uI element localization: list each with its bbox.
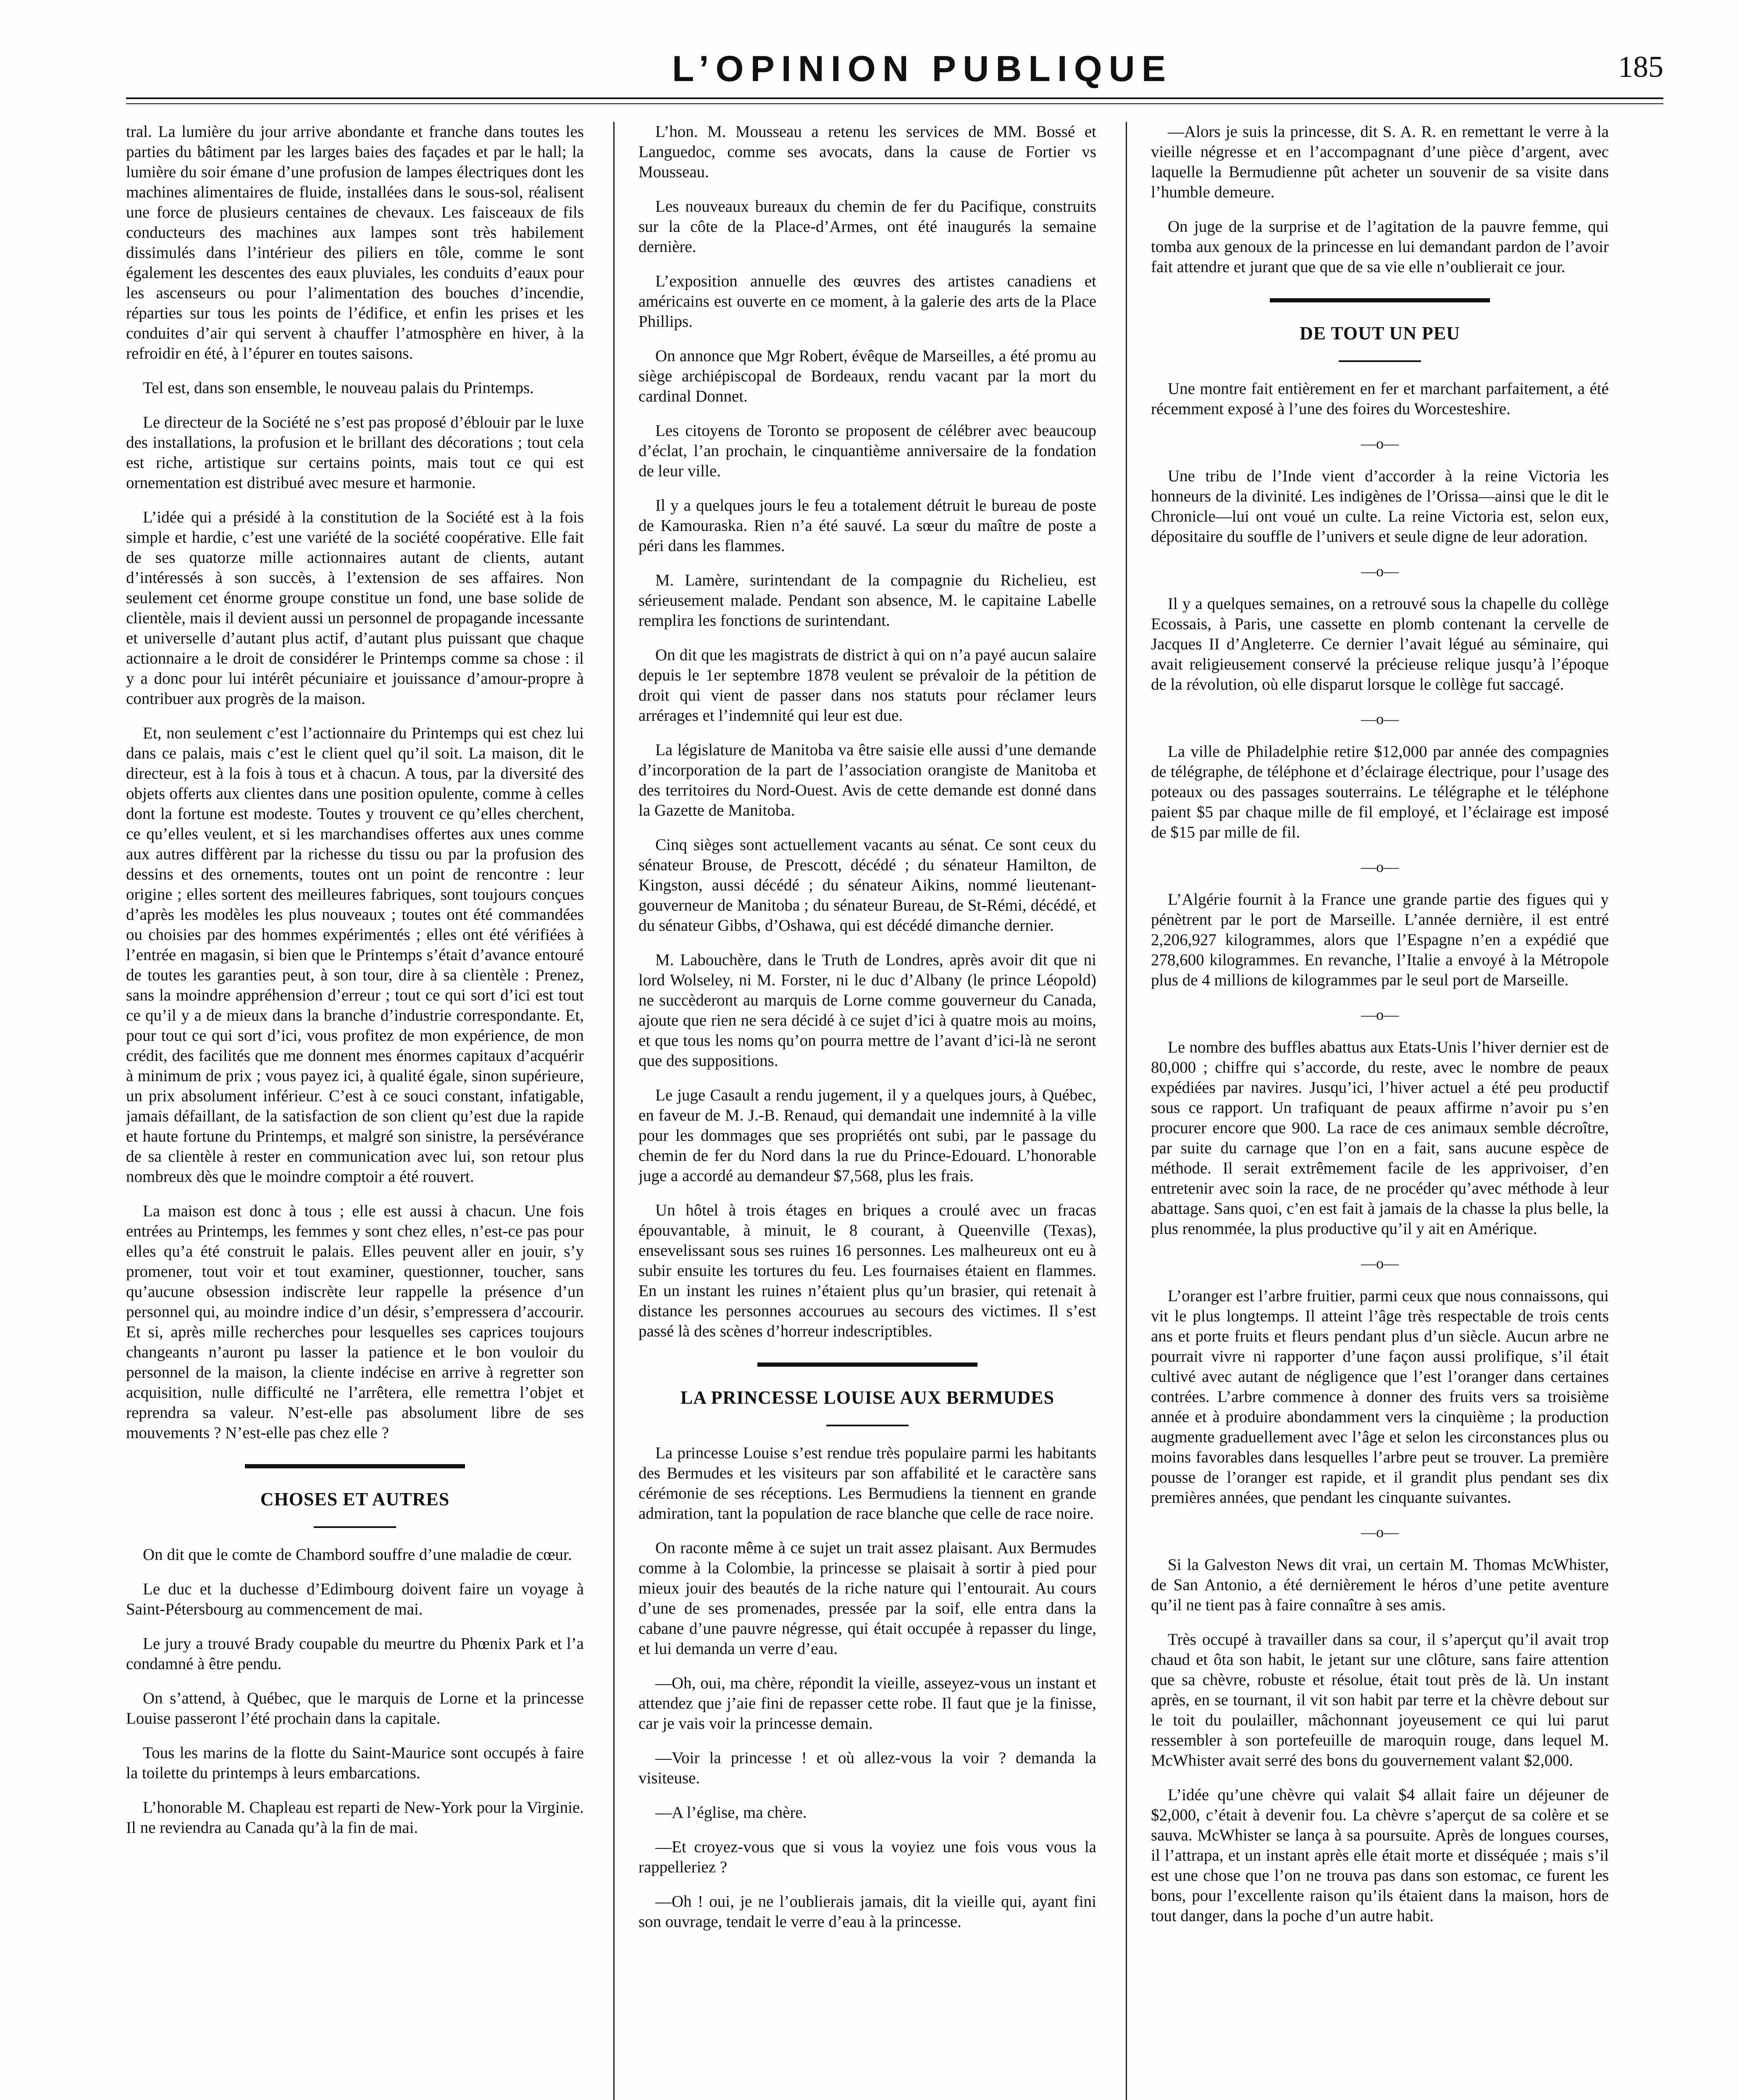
news-item: L’exposition annuelle des œuvres des artistes canadiens et américains est ouverte en ce moment, à la galerie des arts de la Place Phillips. <box>638 272 1096 331</box>
heading-underline <box>1339 360 1421 362</box>
item-separator: —o— <box>1361 858 1399 875</box>
article-paragraph: Tel est, dans son ensemble, le nouveau palais du Printemps. <box>143 379 534 397</box>
news-item: On dit que le comte de Chambord souffre d’une maladie de cœur. <box>143 1546 572 1564</box>
item-separator: —o— <box>1361 1006 1399 1023</box>
news-item: Très occupé à travailler dans sa cour, il s’aperçut qu’il avait trop chaud et ôta son habit, le jetant sur une clôture, sans faire attention que sa chèvre, robuste et résolue, était tout près de là. Un instant après, en se tournant, il vit son habit par terre et la chèvre debout sur le toit du poulailler, mâchonnant joyeusement ce qui lui parut ressembler à son portefeuille de maroquin rouge, dans lequel M. McWhister avait serré des bons du gouvernement valant $2,000. <box>1151 1630 1609 1769</box>
article-paragraph: —Oh ! oui, je ne l’oublierais jamais, dit la vieille qui, ayant fini son ouvrage, tendait le verre d’eau à la princesse. <box>638 1893 1096 1931</box>
news-item: On annonce que Mgr Robert, évêque de Marseilles, a été promu au siège archiépiscopal de Bordeaux, rendu vacant par la mort du cardinal Donnet. <box>638 347 1096 405</box>
item-separator: —o— <box>1361 563 1399 580</box>
column-3 <box>1151 122 1609 2100</box>
news-item: L’honorable M. Chapleau est reparti de New-York pour la Virginie. Il ne reviendra au Canada qu’à la fin de mai. <box>126 1798 584 1837</box>
masthead-rule-top <box>126 97 1663 99</box>
section-heading: DE TOUT UN PEU <box>1300 323 1460 344</box>
article-paragraph: —Alors je suis la princesse, dit S. A. R. en remettant le verre à la vieille négresse et en l’accompagnant d’une pièce d’argent, avec laquelle la Bermudienne pût acheter un souvenir de sa visite dans l’humble demeure. <box>1151 123 1609 201</box>
item-separator: —o— <box>1361 1255 1399 1272</box>
news-item: Tous les marins de la flotte du Saint-Maurice sont occupés à faire la toilette du printemps à leurs embarcations. <box>126 1744 584 1782</box>
article-paragraph: Et, non seulement c’est l’actionnaire du Printemps qui est chez lui dans ce palais, mais c’est le client quel qu’il soit. La maison, dit le directeur, est à la fois à tous et à chacun. A tous, par la diversité des objets offerts aux clientes dans une position opulente, comme à celles dont la fortune est modeste. Toutes y trouvent ce qu’elles cherchent, ce qu’elles veulent, et si les marchandises offertes aux unes comme aux autres diffèrent par la richesse du tissu ou par la profusion des dessins et des ornements, toutes ont un point de rencontre : leur origine ; elles sortent des meilleures fabriques, sont toujours conçues d’après les modèles les plus nouveaux ; toutes ont été commandées ou choisies par des hommes expérimentés ; elles ont été vérifiées à l’entrée en magasin, si bien que le Printemps s’était d’avance entouré de toutes les garanties peut, à son tour, dire à sa clientèle : Prenez, sans la moindre appréhension d’erreur ; tout ce qui sort d’ici est tout ce qu’il y a de mieux dans la branche d’industrie correspondante. Et, pour tout ce qui sort d’ici, vous profitez de mon expérience, de mon crédit, des facilités que me donnent mes énormes capitaux d’acquérir à minimum de prix ; vous payez ici, à qualité égale, sinon supérieure, un prix absolument inférieur. C’est à ce souci constant, infatigable, jamais défaillant, de la satisfaction de son client qu’est due la rapide et haute fortune du Printemps, et malgré son sinistre, la persévérance de sa clientèle à rester en communication avec lui, son retour plus nombreux dès que le moindre comptoir a été rouvert. <box>126 724 584 1186</box>
news-item: Une montre fait entièrement en fer et marchant parfaitement, a été récemment exposé à l’une des foires du Worcesteshire. <box>1151 380 1609 418</box>
news-item: Le duc et la duchesse d’Edimbourg doivent faire un voyage à Saint-Pétersbourg au commencement de mai. <box>126 1580 584 1618</box>
column-1 <box>126 122 584 2100</box>
news-item: Le jury a trouvé Brady coupable du meurtre du Phœnix Park et l’a condamné à être pendu. <box>126 1635 584 1673</box>
article-paragraph: L’idée qui a présidé à la constitution de la Société est à la fois simple et hardie, c’est une variété de la société coopérative. Elle fait de ses quatorze mille actionnaires autant de clients, autant d’intéressés à son succès, à l’extension de ses affaires. Non seulement cet énorme groupe constitue un fond, une base solide de clientèle, mais il devient aussi un personnel de propagande incessante et universelle d’autant plus actif, d’autant plus puissant que chaque actionnaire a le droit de considérer le Printemps comme sa chose : il y a donc pour lui intérêt pécuniaire et jouissance d’amour-propre à contribuer aux progrès de la maison. <box>126 508 584 708</box>
news-item: L’hon. M. Mousseau a retenu les services de MM. Bossé et Languedoc, comme ses avocats, dans la cause de Fortier vs Mousseau. <box>638 123 1096 181</box>
newspaper-title: L’OPINION PUBLIQUE <box>672 49 1173 89</box>
news-item: M. Labouchère, dans le Truth de Londres, après avoir dit que ni lord Wolseley, ni M. Forster, ni le duc d’Albany (le prince Léopold) ne succèderont au marquis de Lorne comme gouverneur du Canada, ajoute que rien ne sera décidé à ce sujet d’ici à quatre mois au moins, et que tous les noms qu’on pourra mettre de l’avant d’ici-là ne seront que des suppositions. <box>638 951 1096 1070</box>
masthead-rule-bottom <box>126 103 1663 104</box>
news-item: L’idée qu’une chèvre qui valait $4 allait faire un déjeuner de $2,000, c’était à devenir fou. La chèvre s’aperçut de sa colère et se sauva. McWhister se lança à sa poursuite. Après de longues courses, il l’attrapa, et un instant après elle était morte et disséquée ; mais s’il est une chose que l’on ne trouva pas dans son estomac, ce furent les bons, pour l’excellente raison qu’ils étaient dans la maison, hors de tout danger, dans la poche d’un autre habit. <box>1151 1786 1609 1925</box>
news-item: Il y a quelques semaines, on a retrouvé sous la chapelle du collège Ecossais, à Paris, une cassette en plomb contenant la cervelle de Jacques II d’Angleterre. Ce dernier l’avait légué au séminaire, qui avait religieusement conservé la précieuse relique jusqu’à l’époque de la révolution, où elle disparut lorsque le collège fut saccagé. <box>1151 595 1609 693</box>
news-item: L’Algérie fournit à la France une grande partie des figues qui y pénètrent par le port de Marseille. L’année dernière, il est entré 2,206,927 kilogrammes, alors que l’Espagne n’en a expédié que 278,600 kilogrammes. En revanche, l’Italie a envoyé à la Métropole plus de 4 millions de kilogrammes par le seul port de Marseille. <box>1151 890 1609 989</box>
column-2 <box>638 122 1096 2100</box>
article-paragraph: —Voir la princesse ! et où allez-vous la voir ? demanda la visiteuse. <box>638 1749 1096 1787</box>
news-item: Une tribu de l’Inde vient d’accorder à la reine Victoria les honneurs de la divinité. Les indigènes de l’Orissa—ainsi que le dit le Chronicle—lui ont voué un culte. La reine Victoria est, selon eux, dépositaire du souffle de l’univers et seule digne de leur adoration. <box>1151 467 1609 546</box>
article-paragraph: —Oh, oui, ma chère, répondit la vieille, asseyez-vous un instant et attendez que j’aie fini de repasser cette robe. Il faut que je la finisse, car je vais voir la princesse demain. <box>638 1674 1096 1732</box>
article-paragraph: On raconte même à ce sujet un trait assez plaisant. Aux Bermudes comme à la Colombie, la princesse se plaisait à sortir à pied pour mieux jouir des beautés de la riche nature qui l’entourait. Au cours d’une de ses promenades, pressée par la soif, elle entra dans la cabane d’une pauvre négresse, qui était occupée à repasser du linge, et lui demanda un verre d’eau. <box>638 1539 1096 1658</box>
news-item: Le juge Casault a rendu jugement, il y a quelques jours, à Québec, en faveur de M. J.-B. Renaud, qui demandait une indemnité à la ville pour les dommages que ses propriétés ont subi, par le passage du chemin de fer du Nord dans la rue du Prince-Edouard. L’honorable juge a accordé au demandeur $7,568, plus les frais. <box>638 1086 1096 1185</box>
news-item: Il y a quelques jours le feu a totalement détruit le bureau de poste de Kamouraska. Rien n’a été sauvé. La sœur du maître de poste a péri dans les flammes. <box>638 496 1096 555</box>
article-paragraph: On juge de la surprise et de l’agitation de la pauvre femme, qui tomba aux genoux de la princesse en lui demandant pardon de l’avoir fait attendre et jurant que que de sa vie elle n’oublierait ce jour. <box>1151 218 1609 276</box>
news-item: L’oranger est l’arbre fruitier, parmi ceux que nous connaissons, qui vit le plus longtemps. Il atteint l’âge très respectable de trois cents ans et porte fruits et fleurs pendant plus d’un siècle. Aucun arbre ne pourrait vivre ni rapporter d’une façon aussi prolifique, s’il était cultivé avec autant de négligence que l’est l’oranger dans certaines contrées. L’arbre commence à donner des fruits vers sa troisième année et à produire abondamment vers la cinquième ; la production augmente graduellement avec l’âge et selon les circonstances plus ou moins favorables dans lesquelles l’arbre peut se trouver. La première pousse de l’oranger est rapide, et il grandit plus pendant ses dix premières années, que pendant les cinquante suivantes. <box>1151 1287 1609 1507</box>
news-item: Les citoyens de Toronto se proposent de célébrer avec beaucoup d’éclat, l’an prochain, le cinquantième anniversaire de la fondation de leur ville. <box>638 422 1096 480</box>
news-item: Cinq sièges sont actuellement vacants au sénat. Ce sont ceux du sénateur Brouse, de Prescott, décédé ; du sénateur Hamilton, de Kingston, aussi décédé ; du sénateur Aikins, nommé lieutenant-gouverneur de Manitoba ; du sénateur Bureau, de St-Rémi, décédé, et du sénateur Gibbs, d’Oshawa, qui est décédé dimanche dernier. <box>638 836 1096 934</box>
masthead <box>126 46 1663 97</box>
article-paragraph: tral. La lumière du jour arrive abondante et franche dans toutes les parties du bâtiment par les larges baies des façades et par le hall; la lumière du soir émane d’une profusion de lampes électriques dont les machines alimentaires de fluide, installées dans le sous-sol, réalisent une force de plusieurs centaines de chevaux. Les faisceaux de fils conducteurs des machines aux lampes sont très habilement dissimulés dans l’intérieur des piliers en tôle, comme le sont également les descentes des eaux pluviales, les conduits d’eaux pour les ascenseurs ou pour l’alimentation des bouches d’incendie, réparties sur tous les points de l’édifice, et enfin les prises et les conduites d’air qui servent à chauffer l’atmosphère en hiver, à la refroidir en été, à l’épurer en toutes saisons. <box>126 123 584 362</box>
item-separator: —o— <box>1361 435 1399 452</box>
section-heading: CHOSES ET AUTRES <box>260 1489 450 1509</box>
column-divider <box>613 122 615 2100</box>
section-divider <box>757 1362 977 1367</box>
news-item: Les nouveaux bureaux du chemin de fer du Pacifique, construits sur la côte de la Place-d’Armes, ont été inaugurés la semaine dernière. <box>638 197 1096 256</box>
article-paragraph: La maison est donc à tous ; elle est aussi à chacun. Une fois entrées au Printemps, les femmes y sont chez elles, n’est-ce pas pour elles qu’a été construit le palais. Elles peuvent aller en jouir, s’y promener, tout voir et tout examiner, questionner, toucher, sans qu’aucune obsession indiscrète leur rappelle la présence d’un personnel qui, au moindre indice d’un désir, s’empressera d’accourir. Et si, après mille recherches pour lesquelles ses caprices toujours changeants n’auront pu lasser la patience et le bon vouloir du personnel de la maison, la cliente indécise en arrive à regretter son acquisition, nulle difficulté ne l’arrêtera, elle remettra l’objet et reprendra sa valeur. N’est-elle pas absolument libre de ses mouvements ? N’est-elle pas chez elle ? <box>126 1202 584 1442</box>
news-item: La législature de Manitoba va être saisie elle aussi d’une demande d’incorporation de la part de l’association orangiste de Manitoba et des territoires du Nord-Ouest. Avis de cette demande est donné dans la Gazette de Manitoba. <box>638 741 1096 819</box>
news-item: La ville de Philadelphie retire $12,000 par année des compagnies de télégraphe, de téléphone et d’éclairage électrique, pour l’usage des poteaux ou des passages souterrains. Le télégraphe et le téléphone paient $5 par chaque mille de fil employé, et l’éclairage est imposé de $15 par mille de fil. <box>1151 743 1609 841</box>
news-item: M. Lamère, surintendant de la compagnie du Richelieu, est sérieusement malade. Pendant son absence, M. le capitaine Labelle remplira les fonctions de surintendant. <box>638 571 1096 630</box>
section-divider <box>1270 298 1489 302</box>
column-divider <box>1126 122 1127 2100</box>
article-paragraph: La princesse Louise s’est rendue très populaire parmi les habitants des Bermudes et les visiteurs par son affabilité et le caractère sans cérémonie de ses réceptions. Les Bermudiens la tiennent en grande admiration, tant la population de race blanche que celle de race noire. <box>638 1444 1096 1522</box>
news-item: Le nombre des buffles abattus aux Etats-Unis l’hiver dernier est de 80,000 ; chiffre qui s’accorde, du reste, avec le nombre de peaux expédiées par navires. Jusqu’ici, l’hiver actuel a été peu productif sous ce rapport. Un trafiquant de peaux affirme n’avoir pu s’en procurer encore que 900. La race de ces animaux semble décroître, par suite du carnage que l’on en a fait, sans aucune espèce de méthode. Il serait extrêmement facile de les apprivoiser, d’en entretenir avec soin la race, de ne procéder qu’avec méthode à leur abattage. Sans quoi, c’en est fait à jamais de la chasse la plus belle, la plus renommée, la plus productive qu’il y ait en Amérique. <box>1151 1038 1609 1238</box>
heading-underline <box>314 1526 396 1528</box>
article-paragraph: —A l’église, ma chère. <box>655 1803 807 1822</box>
item-separator: —o— <box>1361 711 1399 727</box>
heading-underline <box>826 1425 909 1426</box>
news-item: On dit que les magistrats de district à qui on n’a payé aucun salaire depuis le 1er septembre 1878 veulent se prévaloir de la pétition de droit qui vient de passer dans nos statuts pour réclamer leurs arrérages et l’indemnité qui leur est due. <box>638 646 1096 724</box>
item-separator: —o— <box>1361 1524 1399 1541</box>
section-heading: LA PRINCESSE LOUISE AUX BERMUDES <box>680 1387 1055 1408</box>
news-item: On s’attend, à Québec, que le marquis de Lorne et la princesse Louise passeront l’été prochain dans la capitale. <box>126 1689 584 1727</box>
page-number: 185 <box>1618 50 1663 84</box>
article-paragraph: —Et croyez-vous que si vous la voyiez une fois vous vous la rappelleriez ? <box>638 1838 1096 1876</box>
section-divider <box>245 1464 465 1468</box>
news-item: Si la Galveston News dit vrai, un certain M. Thomas McWhister, de San Antonio, a été dernièrement le héros d’une petite aventure qu’il ne tient pas à faire connaître à ses amis. <box>1151 1556 1609 1614</box>
article-paragraph: Le directeur de la Société ne s’est pas proposé d’éblouir par le luxe des installations, la profusion et le brillant des décorations ; tout cela est riche, artistique sur certains points, mais tout ce qui est ornementation est distribué avec mesure et harmonie. <box>126 413 584 492</box>
news-item: Un hôtel à trois étages en briques a croulé avec un fracas épouvantable, à minuit, le 8 courant, à Queenville (Texas), ensevelissant sous ses ruines 16 personnes. Les malheureux ont eu à subir ensuite les tortures du feu. Les fournaises étaient en flammes. En un instant les ruines n’étaient plus qu’un brasier, qui retenait à distance les personnes accourues au secours des victimes. Il s’est passé là des scènes d’horreur indescriptibles. <box>638 1201 1096 1340</box>
